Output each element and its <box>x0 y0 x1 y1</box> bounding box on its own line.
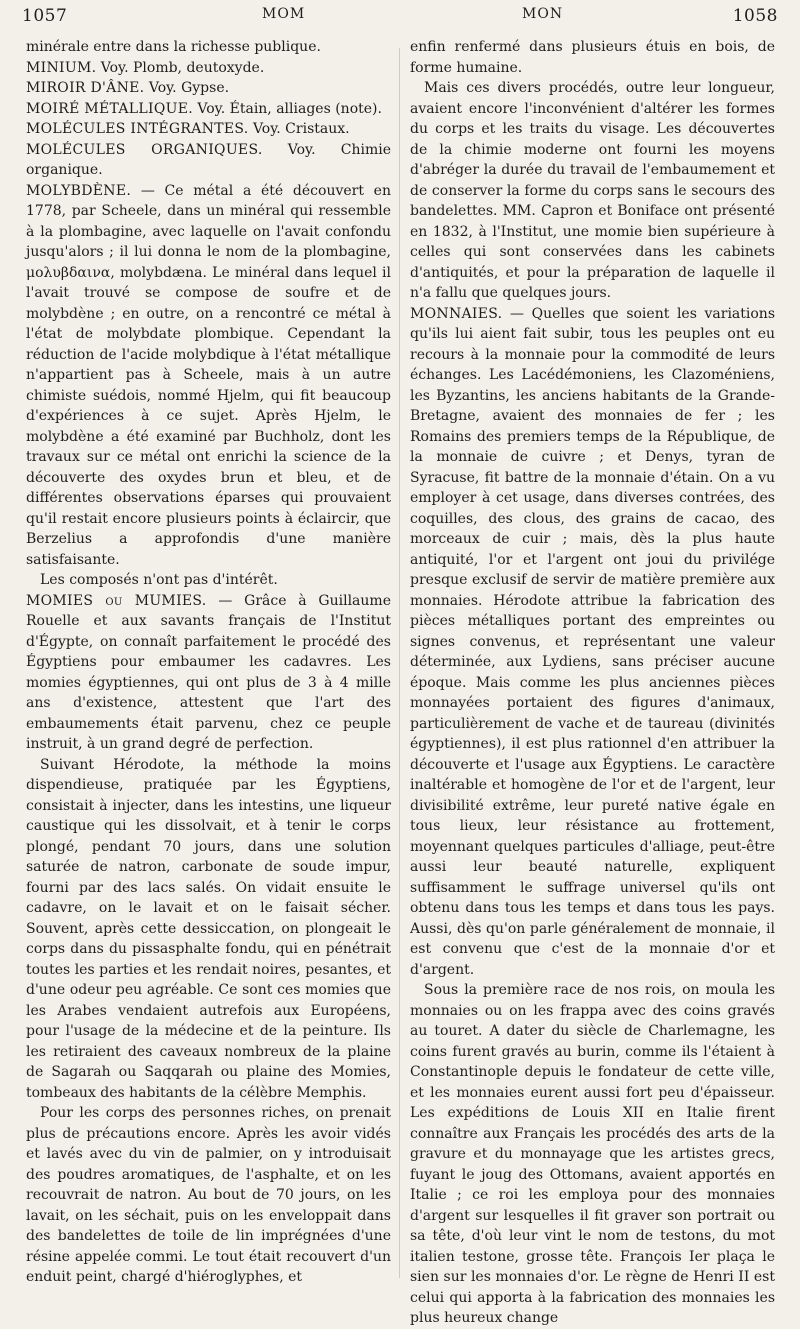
entry-text: Voy. Plomb, deutoxyde. <box>96 59 265 76</box>
entry-headword: MIROIR D'ÂNE. <box>26 80 145 96</box>
entry-text: Voy. Cristaux. <box>248 121 350 137</box>
entry-headword: MINIUM. <box>26 59 97 76</box>
paragraph <box>410 980 775 1329</box>
entry-text: enfin renfermé dans plusieurs étuis en bois, de forme humaine. <box>410 39 775 76</box>
paragraph <box>26 591 391 755</box>
entry-text: Suivant Hérodote, la méthode la moins dispendieuse, pratiquée par les Égyptiens, consistait à injecter, dans les intestins, une liqueur caustique qui les dissolvait, et à tenir le corps plongé, pendant 70 jours, dans une solution saturée de natron, carbonate de soude impur, fourni par des lacs salés. On vidait ensuite le cadavre, on le lavait et on le faisait sécher. Souvent, après cette dessiccation, on plongeait le corps dans du pissasphalte fondu, qui en pénétrait toutes les parties et les rendait noires, pesantes, et d'une odeur peu agréable. Ce sont ces momies que les Arabes vendaient autrefois aux Européens, pour l'usage de la médecine et de la peinture. Ils les retiraient des caveaux nombreux de la plaine de Sagarah ou Saqqarah ou plaine des Momies, tombeaux des habitants de la célèbre Memphis. <box>26 756 391 1101</box>
entry-text: Mais ces divers procédés, outre leur longueur, avaient encore l'inconvénient d'altérer les formes du corps et les traits du visage. Les découvertes de la chimie moderne ont fourni les moyens d'abréger la durée du travail de l'embaumement et de conserver la forme du corps sans le secours des bandelettes. MM. Capron et Boniface ont présenté en 1832, à l'Institut, une momie bien supérieure à celles qui sont conservées dans les cabinets d'antiquités, et pour la préparation de laquelle il n'a fallu que quelques jours. <box>410 80 775 301</box>
paragraph <box>26 1103 391 1288</box>
entry-headword: MOLYBDÈNE. <box>26 182 132 199</box>
entry-text: minérale entre dans la richesse publique. <box>26 39 321 55</box>
entry-text: Les composés n'ont pas d'intérêt. <box>40 572 278 588</box>
entry-headword: MONNAIES. <box>410 305 503 322</box>
entry-text: Voy. Étain, alliages (note). <box>192 100 382 117</box>
right-column <box>410 37 775 1329</box>
paragraph <box>410 304 775 981</box>
entry-headword: MOMIES ou MUMIES. <box>26 592 207 609</box>
paragraph <box>26 58 391 79</box>
entry-headword: MOIRÉ MÉTALLIQUE. <box>26 100 193 117</box>
paragraph <box>26 755 391 1104</box>
entry-text: — Ce métal a été découvert en 1778, par Scheele, dans un minéral qui ressemble à la plombagine, avec laquelle on l'avait confondu jusqu'alors ; il lui donna le nom de la plombagine, μολυβδαινα, molybdæna. Le minéral dans lequel il l'avait trouvé se compose de soufre et de molybdène ; en outre, on a rencontré ce métal à l'état de molybdate plombique. Cependant la réduction de l'acide molybdique à l'état métallique n'appartient pas à Scheele, mais à un autre chimiste suédois, nommé Hjelm, qui fit beaucoup d'expériences à ce sujet. Après Hjelm, le molybdène a été examiné par Buchholz, dont les travaux sur ce métal ont enrichi la science de la découverte des oxydes brun et bleu, et de différentes observations éparses qui prouvaient qu'il restait encore plusieurs points à éclaircir, que Berzelius a approfondis d'une manière satisfaisante. <box>26 182 391 568</box>
left-running-word: MOM <box>262 6 306 22</box>
paragraph <box>26 181 391 571</box>
paragraph <box>26 37 391 58</box>
column-divider <box>399 48 400 1278</box>
paragraph <box>26 119 391 140</box>
paragraph <box>26 570 391 591</box>
paragraph <box>26 99 391 120</box>
entry-headword: MOLÉCULES ORGANIQUES. <box>26 141 263 158</box>
entry-text: Pour les corps des personnes riches, on prenait plus de précautions encore. Après les avoir vidés et lavés avec du vin de palmier, on y introduisait des poudres aromatiques, de l'asphalte, et on les recouvrait de natron. Au bout de 70 jours, on les lavait, on les séchait, puis on les enveloppait dans des bandelettes de toile de lin imprégnées d'une résine appelée commi. Le tout était recouvert d'un enduit peint, chargé d'hiéroglyphes, et <box>26 1105 391 1285</box>
entry-text: Voy. Chimie organique. <box>26 141 392 178</box>
paragraph <box>26 78 391 99</box>
running-header <box>22 6 778 32</box>
paragraph <box>26 140 391 181</box>
left-page-number: 1057 <box>22 6 68 26</box>
entry-text: Sous la première race de nos rois, on moula les monnaies ou on les frappa avec des coins gravés au touret. A dater du siècle de Charlemagne, les coins furent gravés au burin, comme ils l'étaient à Constantinople depuis le fondateur de cette ville, et les monnaies eurent aussi fort peu d'épaisseur. Les expéditions de Louis XII en Italie firent connaître aux Français les procédés des arts de la gravure et du monnayage que les artistes grecs, fuyant le joug des Ottomans, avaient apportés en Italie ; ce roi les employa pour des monnaies d'argent sur lesquelles il fit graver son portrait ou sa tête, d'où leur vint le nom de testons, du mot italien testone, grosse tête. François Ier plaça le sien sur les monnaies d'or. Le règne de Henri II est celui qui apporta à la fabrication des monnaies les plus heureux change <box>410 982 775 1326</box>
entry-text: — Grâce à Guillaume Rouelle et aux savants français de l'Institut d'Égypte, on connaît parfaitement le procédé des Égyptiens pour embaumer les cadavres. Les momies égyptiennes, qui ont plus de 3 à 4 mille ans d'existence, attestent que l'art des embaumements était parvenu, chez ce peuple instruit, à un grand degré de perfection. <box>26 592 391 752</box>
entry-headword: MOLÉCULES INTÉGRANTES. <box>26 121 249 137</box>
left-column <box>26 37 391 1288</box>
entry-text: Voy. Gypse. <box>144 80 230 96</box>
entry-text: — Quelles que soient les variations qu'ils lui aient fait subir, tous les peuples ont eu recours à la monnaie pour la commodité de leurs échanges. Les Lacédémoniens, les Clazoméniens, les Byzantins, les anciens habitants de la Grande-Bretagne, avaient des monnaies de fer ; les Romains des premiers temps de la République, de la monnaie de cuivre ; et Denys, tyran de Syracuse, fit battre de la monnaie d'étain. On a vu employer à cet usage, dans diverses contrées, des coquilles, des clous, des grains de cacao, des morceaux de cuir ; mais, dès la plus haute antiquité, l'or et l'argent ont joui du privilége presque exclusif de servir de matière première aux monnaies. Hérodote attribue la fabrication des pièces métalliques portant des empreintes ou signes convenus, et représentant une valeur déterminée, aux Lydiens, sans préciser aucune époque. Mais comme les plus anciennes pièces monnayées portaient des figures d'animaux, particulièrement de vache et de taureau (divinités égyptiennes), il est plus rationnel d'en attribuer la découverte et l'usage aux Égyptiens. Le caractère inaltérable et homogène de l'or et de l'argent, leur divisibilité extrême, leur pureté native égale en tous lieux, leur résistance au frottement, moyennant quelques particules d'alliage, peut-être aussi leur beauté naturelle, expliquent suffisamment le suffrage universel qu'ils ont obtenu dans tous les temps et dans tous les pays. Aussi, dès qu'on parle généralement de monnaie, il est convenu que c'est de la monnaie d'or et d'argent. <box>410 305 775 978</box>
right-running-word: MON <box>522 6 564 22</box>
paragraph <box>410 37 775 78</box>
paragraph <box>410 78 775 304</box>
right-page-number: 1058 <box>732 6 778 26</box>
